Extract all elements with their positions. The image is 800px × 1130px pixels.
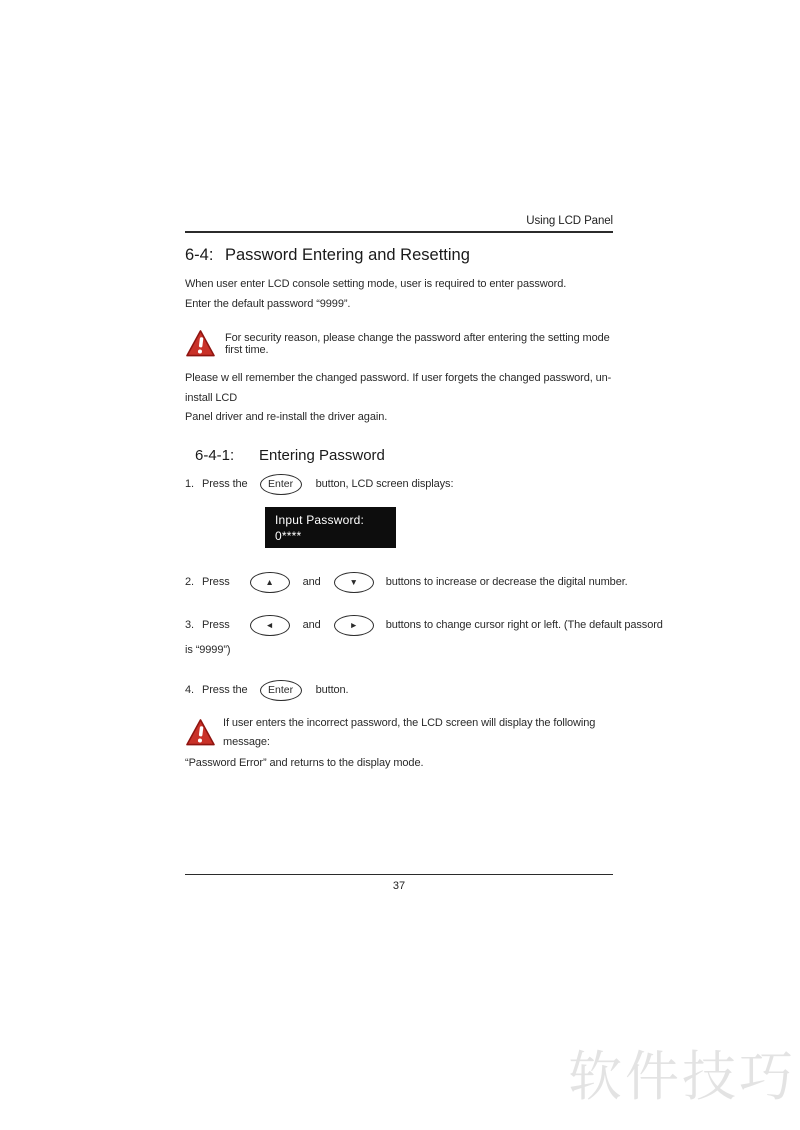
- subsection-heading: [195, 447, 613, 464]
- intro-line: Enter the default password “9999”.: [185, 298, 351, 310]
- intro-line: When user enter LCD console setting mode, user is required to enter password.: [185, 278, 567, 290]
- warning-triangle-icon: [185, 718, 216, 747]
- step-text: buttons to change cursor right or left. (The default passord: [385, 619, 663, 631]
- watermark: 软件技巧: [568, 1047, 796, 1107]
- enter-button-illustration: Enter: [260, 680, 302, 701]
- running-header: Using LCD Panel: [526, 215, 613, 227]
- subsection-title: Entering Password: [259, 446, 385, 464]
- warning-text: If user enters the incorrect password, the LCD screen will display the following message:: [223, 716, 596, 748]
- step-text: buttons to increase or decrease the digital number.: [385, 576, 628, 588]
- step-3: [185, 615, 663, 636]
- subsection-number: 6-4-1:: [195, 446, 235, 464]
- step-number: 1.: [185, 478, 194, 490]
- header-rule: [185, 231, 613, 233]
- page-number: 37: [392, 880, 406, 892]
- section-heading: [185, 246, 613, 265]
- section-number: 6-4:: [185, 246, 214, 264]
- step-text: Press: [202, 619, 230, 631]
- step-3-continuation: is “9999”): [185, 643, 231, 656]
- step-number: 3.: [185, 619, 194, 631]
- step-1: [185, 474, 613, 495]
- down-arrow-button-illustration: ▼: [334, 572, 374, 593]
- enter-button-illustration: Enter: [260, 474, 302, 495]
- warning-block: [185, 714, 613, 773]
- step-number: 4.: [185, 684, 194, 696]
- intro-paragraph: [185, 274, 613, 314]
- warning-block: [185, 329, 613, 358]
- footer-rule: [185, 874, 613, 875]
- page-content: [185, 0, 663, 773]
- step-text: button.: [315, 684, 349, 696]
- step-text: and: [302, 619, 321, 631]
- right-arrow-button-illustration: ►: [334, 615, 374, 636]
- lcd-screen: [265, 507, 396, 548]
- lcd-line: 0****: [275, 529, 302, 543]
- step-4: [185, 680, 613, 701]
- warning-text: “Password Error” and returns to the display mode.: [185, 756, 424, 769]
- section-title: Password Entering and Resetting: [225, 246, 470, 264]
- step-text: Press: [202, 576, 230, 588]
- step-number: 2.: [185, 576, 194, 588]
- left-arrow-button-illustration: ◄: [250, 615, 290, 636]
- step-text: Press the: [202, 478, 248, 490]
- step-text: Press the: [202, 684, 248, 696]
- warning-text: For security reason, please change the password after entering the setting mode first time.: [225, 331, 610, 356]
- note-paragraph: [185, 369, 613, 428]
- up-arrow-button-illustration: ▲: [250, 572, 290, 593]
- lcd-line: Input Password:: [275, 512, 365, 527]
- note-line: Panel driver and re-install the driver again.: [185, 411, 388, 423]
- step-2: [185, 572, 628, 593]
- step-text: and: [302, 576, 321, 588]
- warning-triangle-icon: [185, 329, 216, 358]
- step-text: button, LCD screen displays:: [315, 478, 454, 490]
- note-line: Please w ell remember the changed password. If user forgets the changed password, un-install LCD: [185, 372, 612, 404]
